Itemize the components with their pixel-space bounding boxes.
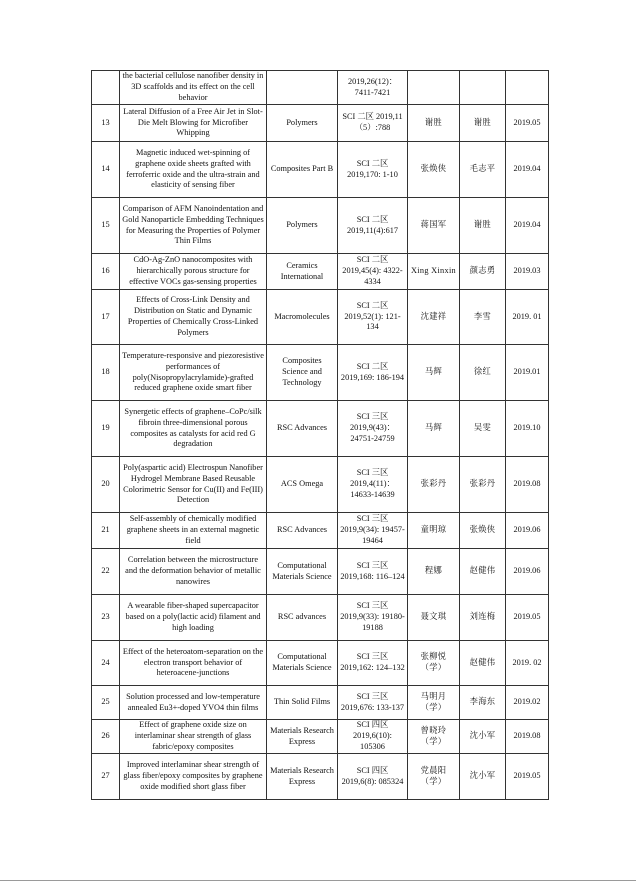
- row-number-cell: 18: [92, 345, 120, 401]
- corresponding-author-cell: 谢胜: [460, 105, 506, 142]
- paper-title-cell: Poly(aspartic acid) Electrospun Nanofiber Hydrogel Membrane Based Reusable Colorimetric Sensor for Cu(II) and Fe(III) Detection: [120, 457, 267, 513]
- index-level-cell: SCI 二区 2019,11(4):617: [338, 198, 408, 254]
- paper-title-cell: A wearable fiber-shaped supercapacitor based on a poly(lactic acid) filament and high loading: [120, 595, 267, 641]
- corresponding-author-cell: 李海东: [460, 686, 506, 720]
- index-level-cell: SCI 三区 2019,676: 133-137: [338, 686, 408, 720]
- paper-title-cell: Self-assembly of chemically modified graphene sheets in an external magnetic field: [120, 513, 267, 549]
- corresponding-author-cell: 张彩丹: [460, 457, 506, 513]
- first-author-cell: 沈建祥: [408, 290, 460, 345]
- table-body: [92, 71, 549, 800]
- index-level-cell: SCI 二区 2019,52(1): 121-134: [338, 290, 408, 345]
- row-number-cell: 13: [92, 105, 120, 142]
- first-author-cell: 童明琼: [408, 513, 460, 549]
- publish-date-cell: 2019.06: [506, 549, 549, 595]
- journal-name-cell: Composites Science and Technology: [267, 345, 338, 401]
- row-number-cell: 26: [92, 720, 120, 754]
- index-level-cell: SCI 二区 2019,45(4): 4322-4334: [338, 254, 408, 290]
- row-number-cell: 14: [92, 142, 120, 198]
- journal-name-cell: Thin Solid Films: [267, 686, 338, 720]
- journal-name-cell: Polymers: [267, 105, 338, 142]
- corresponding-author-cell: 沈小军: [460, 754, 506, 800]
- corresponding-author-cell: 刘连梅: [460, 595, 506, 641]
- publish-date-cell: 2019.03: [506, 254, 549, 290]
- row-number-cell: [92, 71, 120, 105]
- table-row: [92, 290, 549, 345]
- journal-name-cell: Computational Materials Science: [267, 641, 338, 686]
- journal-name-cell: Macromolecules: [267, 290, 338, 345]
- index-level-cell: 2019,26(12)：7411-7421: [338, 71, 408, 105]
- paper-title-cell: Comparison of AFM Nanoindentation and Gold Nanoparticle Embedding Techniques for Measuring the Properties of Polymer Thin Films: [120, 198, 267, 254]
- index-level-cell: SCI 四区 2019,6(10): 105306: [338, 720, 408, 754]
- index-level-cell: SCI 三区 2019,168: 116–124: [338, 549, 408, 595]
- publish-date-cell: 2019. 02: [506, 641, 549, 686]
- table-row: [92, 595, 549, 641]
- publish-date-cell: 2019.01: [506, 345, 549, 401]
- publication-table: [91, 70, 549, 800]
- corresponding-author-cell: 李雪: [460, 290, 506, 345]
- footer-divider: [0, 880, 636, 881]
- corresponding-author-cell: 赵健伟: [460, 549, 506, 595]
- row-number-cell: 27: [92, 754, 120, 800]
- journal-name-cell: Composites Part B: [267, 142, 338, 198]
- paper-title-cell: Effect of graphene oxide size on interlaminar shear strength of glass fabric/epoxy composites: [120, 720, 267, 754]
- row-number-cell: 19: [92, 401, 120, 457]
- first-author-cell: 聂文琪: [408, 595, 460, 641]
- index-level-cell: SCI 二区 2019,170: 1-10: [338, 142, 408, 198]
- row-number-cell: 20: [92, 457, 120, 513]
- index-level-cell: SCI 三区 2019,4(11)：14633-14639: [338, 457, 408, 513]
- first-author-cell: 张柳悦（学）: [408, 641, 460, 686]
- paper-title-cell: Lateral Diffusion of a Free Air Jet in Slot-Die Melt Blowing for Microfiber Whipping: [120, 105, 267, 142]
- publish-date-cell: 2019.06: [506, 513, 549, 549]
- first-author-cell: 谢胜: [408, 105, 460, 142]
- corresponding-author-cell: 徐红: [460, 345, 506, 401]
- publish-date-cell: 2019.02: [506, 686, 549, 720]
- paper-title-cell: Improved interlaminar shear strength of glass fiber/epoxy composites by graphene oxide modified short glass fiber: [120, 754, 267, 800]
- journal-name-cell: Computational Materials Science: [267, 549, 338, 595]
- corresponding-author-cell: 赵健伟: [460, 641, 506, 686]
- table-row: [92, 71, 549, 105]
- first-author-cell: 张焕侠: [408, 142, 460, 198]
- table-row: [92, 549, 549, 595]
- row-number-cell: 24: [92, 641, 120, 686]
- journal-name-cell: RSC Advances: [267, 401, 338, 457]
- publish-date-cell: 2019.04: [506, 142, 549, 198]
- paper-title-cell: Synergetic effects of graphene–CoPc/silk fibroin three-dimensional porous composites as catalysts for acid red G degradation: [120, 401, 267, 457]
- index-level-cell: SCI 三区 2019,162: 124–132: [338, 641, 408, 686]
- corresponding-author-cell: 张焕侠: [460, 513, 506, 549]
- publish-date-cell: 2019.04: [506, 198, 549, 254]
- table-row: [92, 641, 549, 686]
- table-row: [92, 401, 549, 457]
- first-author-cell: 马明月（学）: [408, 686, 460, 720]
- journal-name-cell: [267, 71, 338, 105]
- paper-title-cell: the bacterial cellulose nanofiber density in 3D scaffolds and its effect on the cell behavior: [120, 71, 267, 105]
- paper-title-cell: Temperature-responsive and piezoresistive performances of poly(Nisopropylacrylamide)-grafted reduced graphene oxide smart fiber: [120, 345, 267, 401]
- row-number-cell: 16: [92, 254, 120, 290]
- paper-title-cell: Effect of the heteroatom-separation on the electron transport behavior of heteroacene-junctions: [120, 641, 267, 686]
- paper-title-cell: Solution processed and low-temperature annealed Eu3+-doped YVO4 thin films: [120, 686, 267, 720]
- index-level-cell: SCI 二区 2019,11（5）:788: [338, 105, 408, 142]
- corresponding-author-cell: 沈小军: [460, 720, 506, 754]
- first-author-cell: 蒋国军: [408, 198, 460, 254]
- first-author-cell: 马辉: [408, 401, 460, 457]
- corresponding-author-cell: 谢胜: [460, 198, 506, 254]
- publish-date-cell: 2019.08: [506, 720, 549, 754]
- table-row: [92, 754, 549, 800]
- first-author-cell: 曾晓玲（学）: [408, 720, 460, 754]
- index-level-cell: SCI 二区 2019,169: 186-194: [338, 345, 408, 401]
- table-row: [92, 345, 549, 401]
- journal-name-cell: Materials Research Express: [267, 720, 338, 754]
- row-number-cell: 23: [92, 595, 120, 641]
- corresponding-author-cell: 吴雯: [460, 401, 506, 457]
- paper-title-cell: CdO-Ag-ZnO nanocomposites with hierarchically porous structure for effective VOCs gas-sensing properties: [120, 254, 267, 290]
- first-author-cell: 程娜: [408, 549, 460, 595]
- row-number-cell: 22: [92, 549, 120, 595]
- journal-name-cell: ACS Omega: [267, 457, 338, 513]
- table-row: [92, 105, 549, 142]
- publish-date-cell: 2019.05: [506, 105, 549, 142]
- corresponding-author-cell: 颜志勇: [460, 254, 506, 290]
- paper-title-cell: Magnetic induced wet-spinning of graphene oxide sheets grafted with ferroferric oxide and the ultra-strain and elasticity of sensing fiber: [120, 142, 267, 198]
- first-author-cell: [408, 71, 460, 105]
- table-row: [92, 457, 549, 513]
- table-row: [92, 513, 549, 549]
- index-level-cell: SCI 三区 2019,9(33): 19180-19188: [338, 595, 408, 641]
- journal-name-cell: Materials Research Express: [267, 754, 338, 800]
- row-number-cell: 21: [92, 513, 120, 549]
- journal-name-cell: RSC Advances: [267, 513, 338, 549]
- table-row: [92, 686, 549, 720]
- publish-date-cell: 2019.05: [506, 595, 549, 641]
- table-row: [92, 142, 549, 198]
- row-number-cell: 25: [92, 686, 120, 720]
- index-level-cell: SCI 四区 2019,6(8): 085324: [338, 754, 408, 800]
- row-number-cell: 15: [92, 198, 120, 254]
- index-level-cell: SCI 三区 2019,9(43)：24751-24759: [338, 401, 408, 457]
- first-author-cell: 党晨阳（学）: [408, 754, 460, 800]
- table-row: [92, 254, 549, 290]
- journal-name-cell: Ceramics International: [267, 254, 338, 290]
- table-row: [92, 720, 549, 754]
- paper-title-cell: Effects of Cross-Link Density and Distribution on Static and Dynamic Properties of Chemically Cross-Linked Polymers: [120, 290, 267, 345]
- publish-date-cell: 2019.10: [506, 401, 549, 457]
- table-row: [92, 198, 549, 254]
- corresponding-author-cell: 毛志平: [460, 142, 506, 198]
- index-level-cell: SCI 三区 2019,9(34): 19457-19464: [338, 513, 408, 549]
- publish-date-cell: 2019.08: [506, 457, 549, 513]
- journal-name-cell: Polymers: [267, 198, 338, 254]
- publish-date-cell: 2019. 01: [506, 290, 549, 345]
- first-author-cell: Xing Xinxin: [408, 254, 460, 290]
- paper-title-cell: Correlation between the microstructure and the deformation behavior of metallic nanowires: [120, 549, 267, 595]
- corresponding-author-cell: [460, 71, 506, 105]
- publish-date-cell: 2019.05: [506, 754, 549, 800]
- publish-date-cell: [506, 71, 549, 105]
- row-number-cell: 17: [92, 290, 120, 345]
- first-author-cell: 马辉: [408, 345, 460, 401]
- first-author-cell: 张彩丹: [408, 457, 460, 513]
- journal-name-cell: RSC advances: [267, 595, 338, 641]
